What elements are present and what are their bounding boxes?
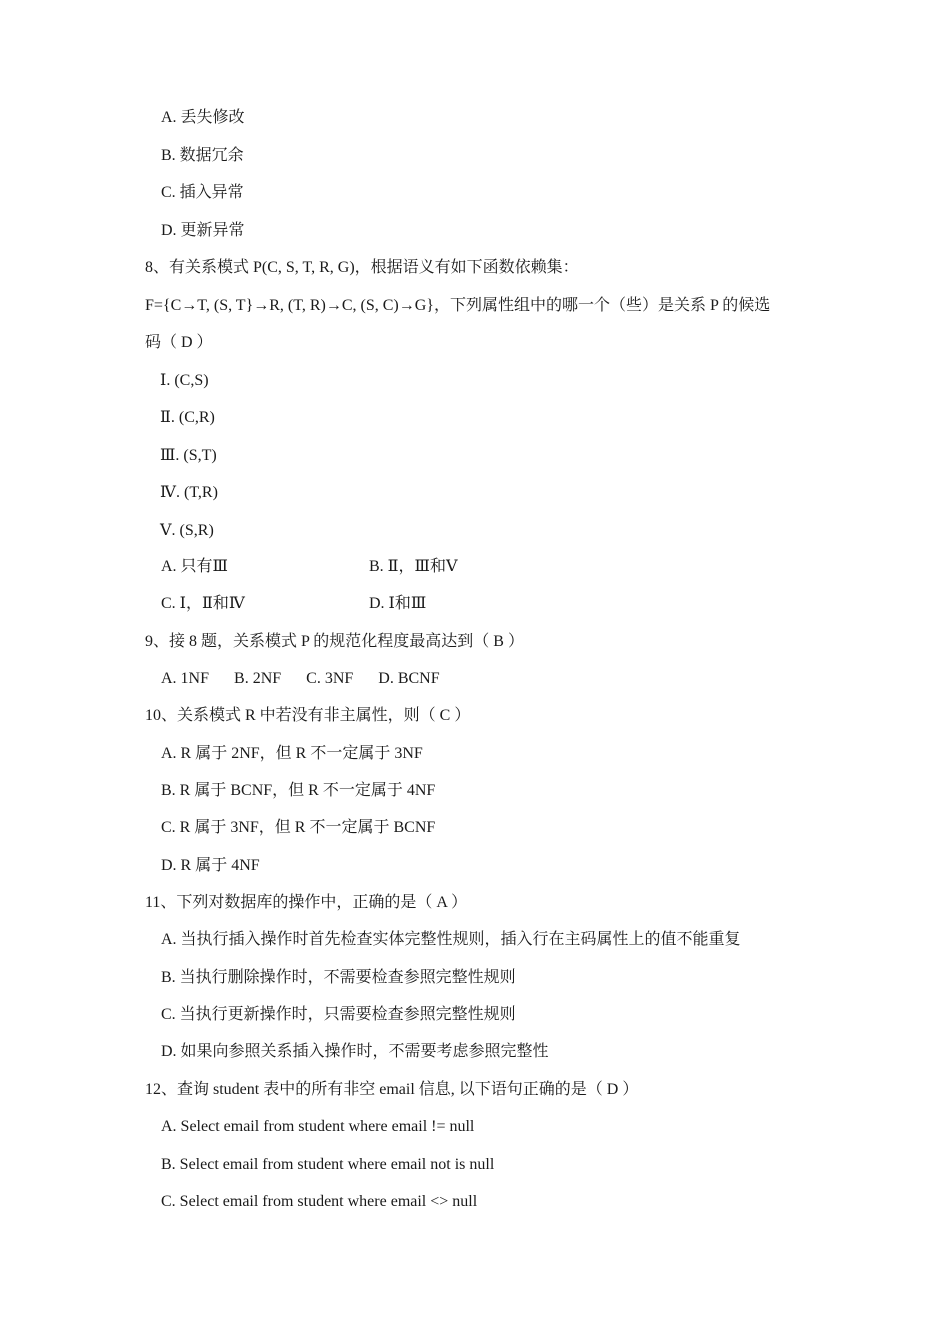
q12-option-a: A. Select email from student where email != null [161,1118,475,1135]
q10-option-d: D. R 属于 4NF [161,857,260,874]
q8-stem-line-1: 8、有关系模式 P(C, S, T, R, G)，根据语义有如下函数依赖集： [145,259,579,276]
q8-candidate-1: Ⅰ. (C,S) [160,372,209,389]
q10-option-a: A. R 属于 2NF，但 R 不一定属于 3NF [161,745,423,762]
q10-option-c: C. R 属于 3NF，但 R 不一定属于 BCNF [161,819,436,836]
q7-option-b: B. 数据冗余 [161,147,244,164]
q7-option-a: A. 丢失修改 [161,109,245,126]
q9-stem: 9、接 8 题，关系模式 P 的规范化程度最高达到（ B ） [145,633,524,650]
q8-stem-line-3: 码（ D ） [145,334,213,351]
q11-option-d: D. 如果向参照关系插入操作时，不需要考虑参照完整性 [161,1043,549,1060]
q8-option-d: D. Ⅰ和Ⅲ [369,595,427,612]
q11-option-a: A. 当执行插入操作时首先检查实体完整性规则，插入行在主码属性上的值不能重复 [161,931,741,948]
q8-candidate-4: Ⅳ. (T,R) [160,484,218,501]
q8-stem-line-2: F={C→T, (S, T}→R, (T, R)→C, (S, C)→G}，下列属性组中的哪一个（些）是关系 P 的候选 [145,297,771,314]
q8-candidate-2: Ⅱ. (C,R) [160,409,215,426]
q9-option-b: B. 2NF [234,670,282,687]
q9-option-c: C. 3NF [306,670,354,687]
q8-option-a: A. 只有Ⅲ [161,558,228,575]
q11-stem: 11、下列对数据库的操作中，正确的是（ A ） [145,894,468,911]
q11-option-c: C. 当执行更新操作时，只需要检查参照完整性规则 [161,1006,516,1023]
q9-options [161,669,440,689]
q8-option-c: C. Ⅰ，Ⅱ和Ⅳ [161,595,245,612]
q8-option-b: B. Ⅱ，Ⅲ和Ⅴ [369,558,458,575]
q8-candidate-3: Ⅲ. (S,T) [160,447,217,464]
q12-option-b: B. Select email from student where email not is null [161,1156,495,1173]
q11-option-b: B. 当执行删除操作时，不需要检查参照完整性规则 [161,969,516,986]
q9-option-a: A. 1NF [161,670,210,687]
q7-option-c: C. 插入异常 [161,184,244,201]
q8-candidate-5: Ⅴ. (S,R) [160,522,214,539]
q10-stem: 10、关系模式 R 中若没有非主属性，则（ C ） [145,707,471,724]
q10-option-b: B. R 属于 BCNF，但 R 不一定属于 4NF [161,782,436,799]
q12-stem: 12、查询 student 表中的所有非空 email 信息, 以下语句正确的是（ D ） [145,1081,639,1098]
q9-option-d: D. BCNF [378,670,440,687]
q12-option-c: C. Select email from student where email <> null [161,1193,478,1210]
q7-option-d: D. 更新异常 [161,222,245,239]
